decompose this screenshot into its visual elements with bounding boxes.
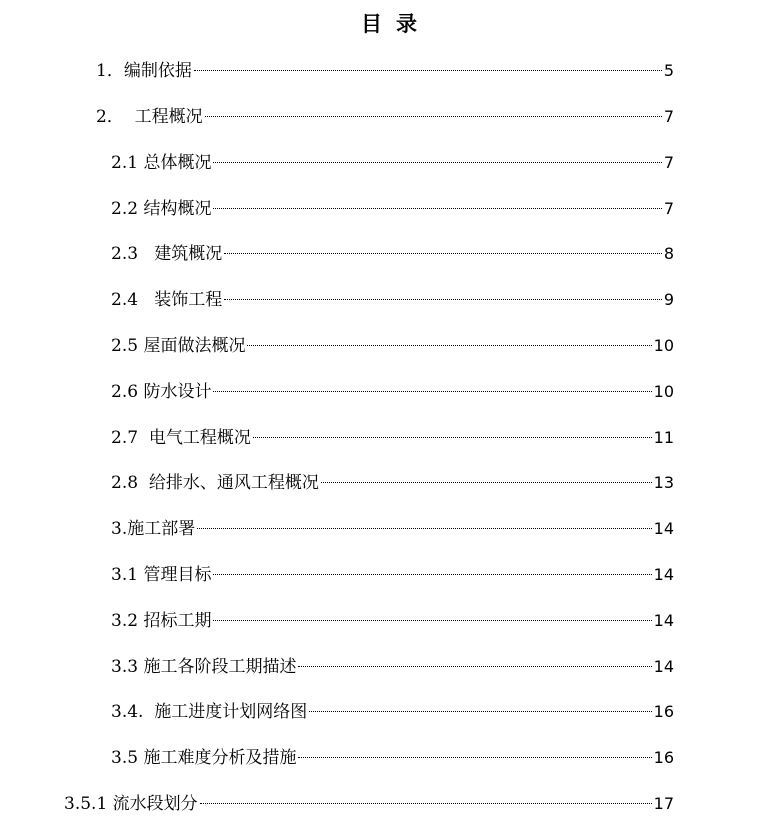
toc-dot-leader [213, 162, 661, 163]
toc-entry[interactable] [111, 379, 674, 405]
toc-entry[interactable] [64, 791, 674, 817]
toc-entry-page: 11 [653, 428, 674, 447]
toc-dot-leader [298, 666, 651, 667]
toc-entry-label: 2.6 防水设计 [111, 382, 212, 402]
toc-entry-page: 8 [663, 244, 674, 263]
toc-entry-label: 3.施工部署 [111, 519, 196, 539]
toc-entry[interactable] [111, 150, 674, 176]
toc-entry-page: 14 [653, 657, 674, 676]
toc-entry-label: 3.3 施工各阶段工期描述 [111, 657, 297, 677]
toc-entry[interactable] [111, 425, 674, 451]
toc-entry-page: 13 [653, 473, 674, 492]
toc-dot-leader [205, 116, 662, 117]
toc-dot-leader [213, 208, 661, 209]
toc-entry-page: 16 [653, 702, 674, 721]
toc-dot-leader [309, 711, 651, 712]
toc-dot-leader [194, 70, 662, 71]
toc-entry-label: 2.7 电气工程概况 [111, 428, 251, 448]
toc-entry-label: 1．编制依据 [96, 61, 192, 81]
toc-entry-page: 16 [653, 748, 674, 767]
toc-dot-leader [213, 574, 651, 575]
toc-entry[interactable] [111, 745, 674, 771]
toc-entry[interactable] [111, 608, 674, 634]
toc-entry[interactable] [111, 699, 674, 725]
toc-entry[interactable] [111, 654, 674, 680]
toc-title: 目录 [361, 12, 431, 36]
toc-entry-label: 2.5 屋面做法概况 [111, 336, 246, 356]
toc-entry-page: 7 [663, 153, 674, 172]
toc-entry-page: 10 [653, 336, 674, 355]
toc-entry-label: 2.4 装饰工程 [111, 290, 223, 310]
toc-entry-page: 10 [653, 382, 674, 401]
toc-entry[interactable] [111, 287, 674, 313]
toc-entry-label: 2． 工程概况 [96, 107, 203, 127]
toc-entry-label: 3.5 施工难度分析及措施 [111, 748, 297, 768]
toc-entry[interactable] [111, 241, 674, 267]
toc-entry-page: 14 [653, 519, 674, 538]
toc-entry-label: 3.1 管理目标 [111, 565, 212, 585]
toc-entry[interactable] [111, 516, 674, 542]
toc-entry[interactable] [96, 104, 674, 130]
toc-entry-label: 3.2 招标工期 [111, 611, 212, 631]
toc-dot-leader [247, 345, 651, 346]
toc-dot-leader [213, 391, 651, 392]
toc-entry-label: 2.3 建筑概况 [111, 244, 223, 264]
toc-entry-page: 14 [653, 611, 674, 630]
toc-dot-leader [224, 299, 662, 300]
toc-dot-leader [197, 528, 651, 529]
toc-dot-leader [298, 757, 651, 758]
toc-entry[interactable] [96, 58, 674, 84]
toc-entry-page: 7 [663, 199, 674, 218]
toc-entry-label: 3.4. 施工进度计划网络图 [111, 702, 308, 722]
toc-dot-leader [213, 620, 651, 621]
toc-entry-page: 14 [653, 565, 674, 584]
toc-entry-label: 2.2 结构概况 [111, 199, 212, 219]
toc-dot-leader [253, 437, 652, 438]
toc-entry[interactable] [111, 196, 674, 222]
toc-entry[interactable] [111, 562, 674, 588]
toc-dot-leader [224, 253, 662, 254]
toc-entry-page: 17 [653, 794, 674, 813]
toc-entry-label: 3.5.1 流水段划分 [64, 794, 198, 814]
toc-entry-label: 2.8 给排水、通风工程概况 [111, 473, 319, 493]
toc-entry-page: 9 [663, 290, 674, 309]
toc-entry[interactable] [111, 470, 674, 496]
toc-dot-leader [200, 803, 652, 804]
toc-entry-page: 7 [663, 107, 674, 126]
toc-dot-leader [321, 482, 652, 483]
toc-entry-page: 5 [663, 61, 674, 80]
toc-entry-label: 2.1 总体概况 [111, 153, 212, 173]
toc-entry[interactable] [111, 333, 674, 359]
